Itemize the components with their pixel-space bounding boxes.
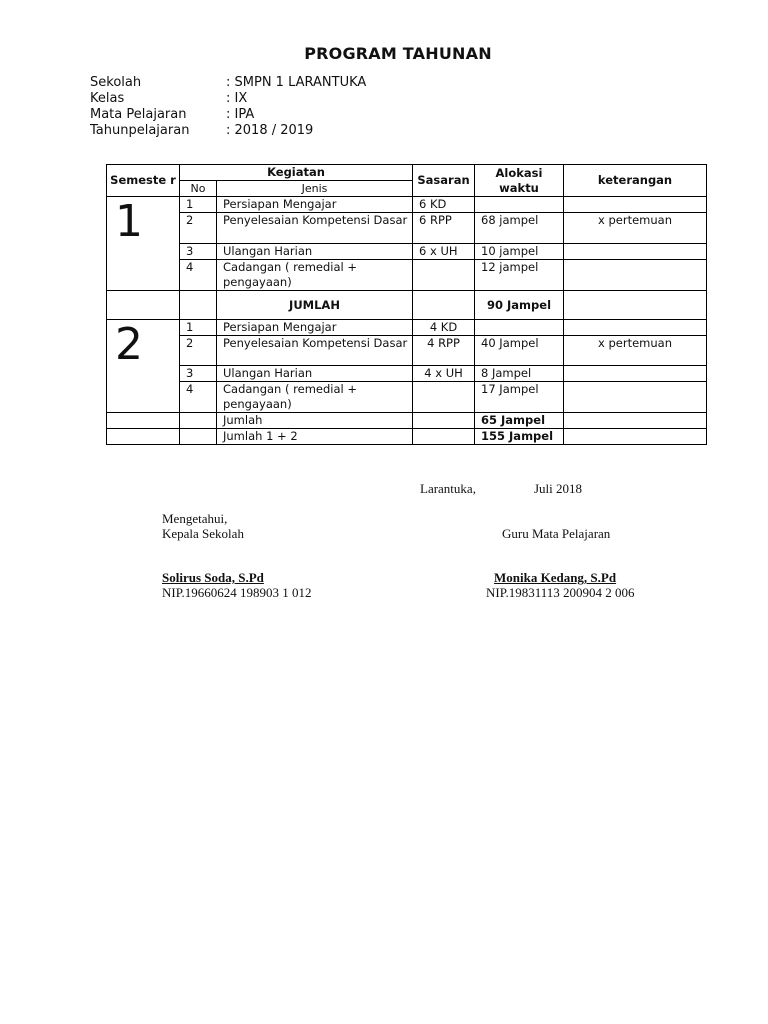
empty-cell (107, 429, 180, 445)
row-sasaran (413, 260, 475, 291)
empty-cell (413, 291, 475, 320)
semester-2-total-value: 65 Jampel (475, 413, 564, 429)
semester-1-number: 1 (107, 197, 180, 291)
empty-cell (107, 413, 180, 429)
table-row (107, 197, 707, 213)
info-label: Mata Pelajaran (90, 107, 187, 122)
header-jenis: Jenis (217, 181, 413, 197)
row-alokasi: 10 jampel (475, 244, 564, 260)
knowing-label: Mengetahui, (162, 511, 228, 526)
empty-cell (107, 291, 180, 320)
info-label: Kelas (90, 91, 125, 106)
info-value: : 2018 / 2019 (226, 123, 314, 138)
row-jenis: Cadangan ( remedial + pengayaan) (217, 382, 413, 413)
principal-nip: NIP.19660624 198903 1 012 (162, 585, 312, 600)
row-sasaran: 4 KD (413, 320, 475, 336)
row-alokasi (475, 320, 564, 336)
info-row-sekolah (90, 75, 366, 91)
info-value: : IPA (226, 107, 255, 122)
row-alokasi: 40 Jampel (475, 336, 564, 366)
table-row (107, 382, 707, 413)
row-no: 4 (180, 382, 217, 413)
row-no: 4 (180, 260, 217, 291)
empty-cell (180, 291, 217, 320)
empty-cell (413, 413, 475, 429)
row-sasaran: 6 KD (413, 197, 475, 213)
grand-total-value: 155 Jampel (475, 429, 564, 445)
header-semester: Semeste r (107, 165, 180, 197)
row-sasaran: 4 RPP (413, 336, 475, 366)
row-jenis: Cadangan ( remedial + pengayaan) (217, 260, 413, 291)
row-sasaran: 4 x UH (413, 366, 475, 382)
info-label: Tahunpelajaran (90, 123, 190, 138)
semester-2-total-row (107, 413, 707, 429)
row-jenis: Penyelesaian Kompetensi Dasar (217, 336, 413, 366)
teacher-nip: NIP.19831113 200904 2 006 (486, 585, 635, 600)
row-keterangan (564, 366, 707, 382)
row-no: 1 (180, 197, 217, 213)
row-alokasi: 12 jampel (475, 260, 564, 291)
info-row-kelas (90, 91, 366, 107)
row-no: 2 (180, 336, 217, 366)
semester-1-total-row (107, 291, 707, 320)
table-row (107, 244, 707, 260)
info-value: : IX (226, 91, 248, 106)
empty-cell (180, 429, 217, 445)
principal-name: Solirus Soda, S.Pd (162, 570, 264, 585)
row-no: 3 (180, 366, 217, 382)
row-keterangan (564, 244, 707, 260)
program-table (106, 164, 707, 445)
signature-place: Larantuka, (420, 481, 476, 496)
row-keterangan: x pertemuan (564, 213, 707, 244)
school-info (90, 75, 366, 139)
semester-1-total-value: 90 Jampel (475, 291, 564, 320)
table-row (107, 260, 707, 291)
row-keterangan (564, 382, 707, 413)
row-alokasi: 68 jampel (475, 213, 564, 244)
principal-title: Kepala Sekolah (162, 526, 244, 541)
table-row (107, 366, 707, 382)
row-no: 2 (180, 213, 217, 244)
empty-cell (180, 413, 217, 429)
row-no: 3 (180, 244, 217, 260)
semester-1-total-label: JUMLAH (217, 291, 413, 320)
row-keterangan (564, 320, 707, 336)
row-jenis: Penyelesaian Kompetensi Dasar (217, 213, 413, 244)
table-row (107, 213, 707, 244)
row-sasaran: 6 x UH (413, 244, 475, 260)
row-keterangan: x pertemuan (564, 336, 707, 366)
row-sasaran: 6 RPP (413, 213, 475, 244)
document-title: PROGRAM TAHUNAN (304, 44, 492, 63)
header-keterangan: keterangan (564, 165, 707, 197)
header-kegiatan: Kegiatan (180, 165, 413, 181)
header-sasaran: Sasaran (413, 165, 475, 197)
table-row (107, 336, 707, 366)
row-keterangan (564, 197, 707, 213)
row-jenis: Persiapan Mengajar (217, 320, 413, 336)
info-row-mata-pelajaran (90, 107, 366, 123)
row-jenis: Ulangan Harian (217, 366, 413, 382)
semester-2-number: 2 (107, 320, 180, 413)
grand-total-label: Jumlah 1 + 2 (217, 429, 413, 445)
info-row-tahun-pelajaran (90, 123, 366, 139)
signature-date: Juli 2018 (534, 481, 583, 496)
table-row (107, 320, 707, 336)
row-alokasi (475, 197, 564, 213)
header-no: No (180, 181, 217, 197)
empty-cell (564, 429, 707, 445)
header-alokasi: Alokasi waktu (475, 165, 564, 197)
info-value: : SMPN 1 LARANTUKA (226, 75, 367, 90)
teacher-title: Guru Mata Pelajaran (502, 526, 611, 541)
grand-total-row (107, 429, 707, 445)
row-jenis: Persiapan Mengajar (217, 197, 413, 213)
row-alokasi: 8 Jampel (475, 366, 564, 382)
row-keterangan (564, 260, 707, 291)
row-sasaran (413, 382, 475, 413)
row-jenis: Ulangan Harian (217, 244, 413, 260)
info-label: Sekolah (90, 75, 142, 90)
teacher-name: Monika Kedang, S.Pd (494, 570, 617, 585)
empty-cell (564, 291, 707, 320)
row-no: 1 (180, 320, 217, 336)
row-alokasi: 17 Jampel (475, 382, 564, 413)
table-header-row (107, 165, 707, 181)
empty-cell (564, 413, 707, 429)
empty-cell (413, 429, 475, 445)
semester-2-total-label: Jumlah (217, 413, 413, 429)
